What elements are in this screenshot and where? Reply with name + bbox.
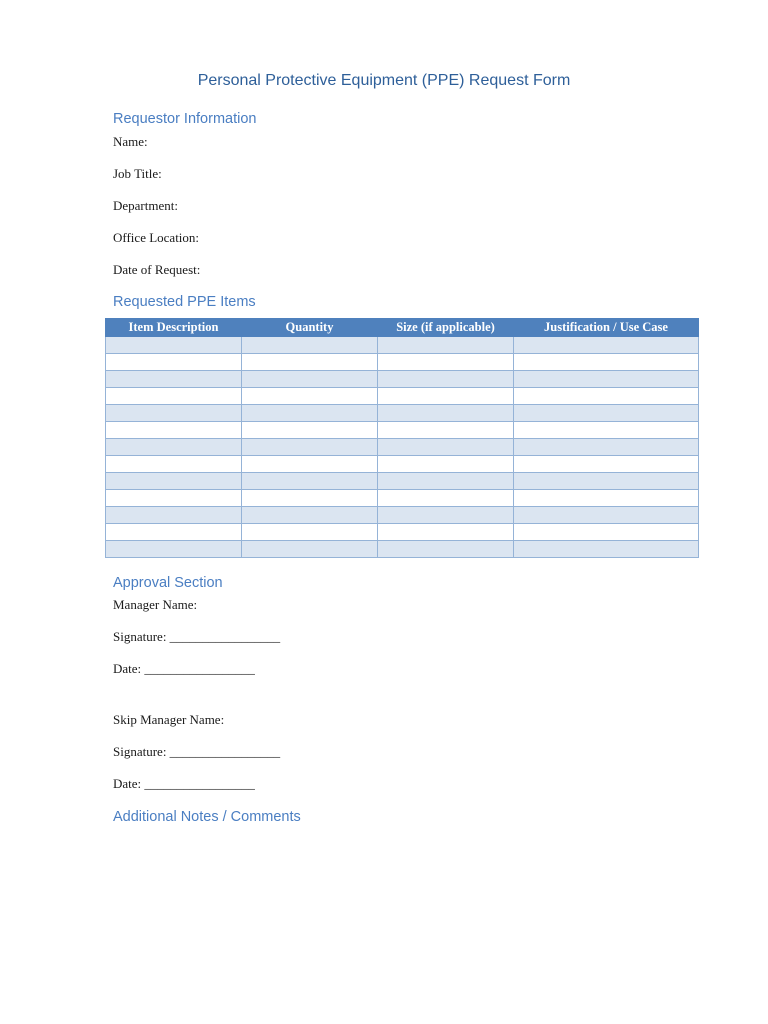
table-row <box>106 541 699 558</box>
table-cell <box>106 439 242 456</box>
column-header-item-description: Item Description <box>106 319 242 337</box>
table-row <box>106 507 699 524</box>
table-cell <box>378 354 514 371</box>
table-cell <box>378 388 514 405</box>
manager-name-label: Manager Name: <box>113 597 198 612</box>
table-cell <box>106 405 242 422</box>
skip-manager-signature-line: Signature: _________________ <box>113 744 281 759</box>
table-cell <box>514 439 699 456</box>
approval-section-heading: Approval Section <box>113 575 223 591</box>
table-cell <box>242 422 378 439</box>
table-cell <box>106 337 242 354</box>
table-row <box>106 354 699 371</box>
table-cell <box>378 541 514 558</box>
table-cell <box>242 541 378 558</box>
table-cell <box>242 456 378 473</box>
table-cell <box>106 524 242 541</box>
column-header-quantity: Quantity <box>242 319 378 337</box>
table-row <box>106 388 699 405</box>
table-row <box>106 371 699 388</box>
table-row <box>106 422 699 439</box>
table-cell <box>378 456 514 473</box>
table-cell <box>378 337 514 354</box>
table-cell <box>514 405 699 422</box>
table-cell <box>242 371 378 388</box>
table-body <box>106 337 699 558</box>
table-cell <box>514 541 699 558</box>
column-header-size: Size (if applicable) <box>378 319 514 337</box>
manager-signature-line: Signature: _________________ <box>113 629 281 644</box>
job-title-field-label: Job Title: <box>113 166 162 181</box>
table-cell <box>242 405 378 422</box>
table-cell <box>242 490 378 507</box>
table-row <box>106 337 699 354</box>
table-cell <box>242 507 378 524</box>
table-cell <box>378 439 514 456</box>
table-cell <box>106 473 242 490</box>
table-cell <box>514 507 699 524</box>
table-cell <box>378 405 514 422</box>
table-row <box>106 490 699 507</box>
table-cell <box>106 541 242 558</box>
date-of-request-field-label: Date of Request: <box>113 262 201 277</box>
table-cell <box>106 354 242 371</box>
table-cell <box>106 456 242 473</box>
table-cell <box>514 524 699 541</box>
office-location-field-label: Office Location: <box>113 230 200 245</box>
table-cell <box>242 388 378 405</box>
table-cell <box>378 507 514 524</box>
table-cell <box>514 388 699 405</box>
table-row <box>106 524 699 541</box>
table-row <box>106 456 699 473</box>
table-cell <box>378 473 514 490</box>
table-cell <box>514 354 699 371</box>
table-cell <box>242 439 378 456</box>
table-row <box>106 405 699 422</box>
table-cell <box>106 490 242 507</box>
table-cell <box>514 371 699 388</box>
table-cell <box>106 507 242 524</box>
table-cell <box>378 524 514 541</box>
table-header-row <box>106 319 699 337</box>
additional-notes-heading: Additional Notes / Comments <box>113 809 301 825</box>
table-cell <box>378 490 514 507</box>
table-cell <box>378 371 514 388</box>
requestor-info-heading: Requestor Information <box>113 111 257 127</box>
table-cell <box>242 354 378 371</box>
table-cell <box>514 456 699 473</box>
requested-items-heading: Requested PPE Items <box>113 294 256 310</box>
table-cell <box>514 490 699 507</box>
table-row <box>106 473 699 490</box>
table-row <box>106 439 699 456</box>
skip-manager-date-line: Date: _________________ <box>113 776 255 791</box>
table-cell <box>106 388 242 405</box>
table-cell <box>106 422 242 439</box>
ppe-items-table <box>105 318 699 558</box>
table-cell <box>378 422 514 439</box>
column-header-justification: Justification / Use Case <box>514 319 699 337</box>
manager-date-line: Date: _________________ <box>113 661 255 676</box>
table-cell <box>242 337 378 354</box>
table-cell <box>106 371 242 388</box>
skip-manager-name-label: Skip Manager Name: <box>113 712 225 727</box>
table-cell <box>514 337 699 354</box>
table-cell <box>242 473 378 490</box>
table-cell <box>242 524 378 541</box>
page-title: Personal Protective Equipment (PPE) Request Form <box>197 72 571 89</box>
table-cell <box>514 473 699 490</box>
department-field-label: Department: <box>113 198 178 213</box>
table-cell <box>514 422 699 439</box>
name-field-label: Name: <box>113 134 148 149</box>
